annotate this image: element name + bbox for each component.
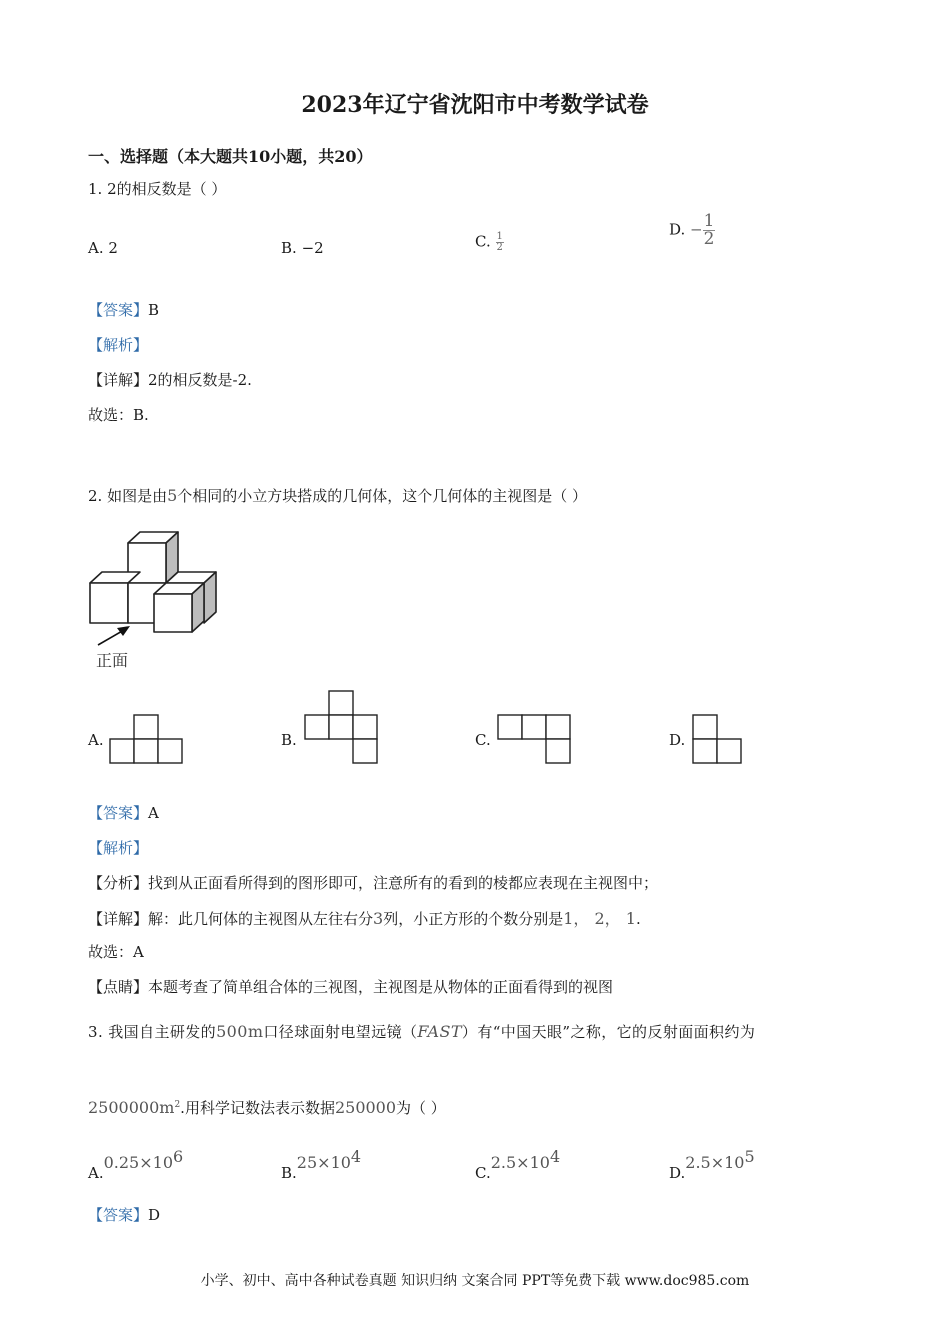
q1-choice: 故选：B. xyxy=(88,406,149,424)
q1-option-c: C. $\frac{1}{2}$ xyxy=(475,231,503,253)
q3-option-b: $B.25\times 10^4$ xyxy=(281,1147,362,1182)
q3-stem-line2: $2500000m^2$.用科学记数法表示数据250000为（ ） xyxy=(88,1098,446,1117)
q2-choice: 故选：A xyxy=(88,943,144,961)
q2-detail: 【详解】解：此几何体的主视图从左往右分3列，小正方形的个数分别是1， 2， 1. xyxy=(88,909,641,928)
q1-d-numerator: 1 xyxy=(703,211,715,231)
q1-option-b: B. −2 xyxy=(281,239,324,257)
q3-option-d: $D.2.5\times 10^5$ xyxy=(669,1147,755,1182)
q2-view-b xyxy=(305,691,377,763)
q2-answer: 【答案】A xyxy=(88,804,159,822)
q2-option-a-label: A. xyxy=(88,731,104,749)
q1-option-d: D. − $\frac{1}{2}$ xyxy=(669,211,715,249)
page-title: 2023年辽宁省沈阳市中考数学试卷 xyxy=(301,92,649,118)
q2-dianjing: 【点睛】本题考查了简单组合体的三视图，主视图是从物体的正面看得到的视图 xyxy=(88,978,614,996)
q2-view-a xyxy=(110,715,182,763)
front-label: 正面 xyxy=(96,651,129,670)
q1-option-a: A. 2 xyxy=(88,239,118,257)
q3-answer: 【答案】D xyxy=(88,1206,161,1224)
q3-stem-line1: 3. 我国自主研发的500m口径球面射电望远镜（FAST）有“中国天眼”之称，它的反射面面积约为 xyxy=(88,1022,756,1041)
q1-c-numerator: 1 xyxy=(496,231,503,242)
q1-answer: 【答案】B xyxy=(88,301,160,319)
q3-option-a: $A.0.25\times 10^6$ xyxy=(88,1147,184,1182)
q2-option-c-label: C. xyxy=(475,731,491,749)
section-heading: 一、选择题（本大题共10小题，共20） xyxy=(88,147,373,166)
q2-view-d xyxy=(693,715,741,763)
q1-analysis-heading: 【解析】 xyxy=(88,336,149,354)
q2-view-c xyxy=(498,715,570,763)
q1-stem: 1. 2的相反数是（ ） xyxy=(88,180,227,198)
q1-detail: 【详解】2的相反数是-2. xyxy=(88,371,252,389)
q1-d-denominator: 2 xyxy=(703,229,715,249)
q2-option-d-label: D. xyxy=(669,731,686,749)
q2-option-b-label: B. xyxy=(281,731,297,749)
q2-stem: 2. 如图是由5个相同的小立方块搭成的几何体，这个几何体的主视图是（ ） xyxy=(88,486,588,505)
q1-c-denominator: 2 xyxy=(496,242,503,253)
q2-fenxi: 【分析】找到从正面看所得到的图形即可，注意所有的看到的棱都应表现在主视图中； xyxy=(88,874,659,892)
q3-option-c: $C.2.5\times 10^4$ xyxy=(475,1147,561,1182)
page-footer: 小学、初中、高中各种试卷真题 知识归纳 文案合同 PPT等免费下载 www.doc985.com xyxy=(200,1273,750,1289)
q2-analysis-heading: 【解析】 xyxy=(88,839,149,857)
